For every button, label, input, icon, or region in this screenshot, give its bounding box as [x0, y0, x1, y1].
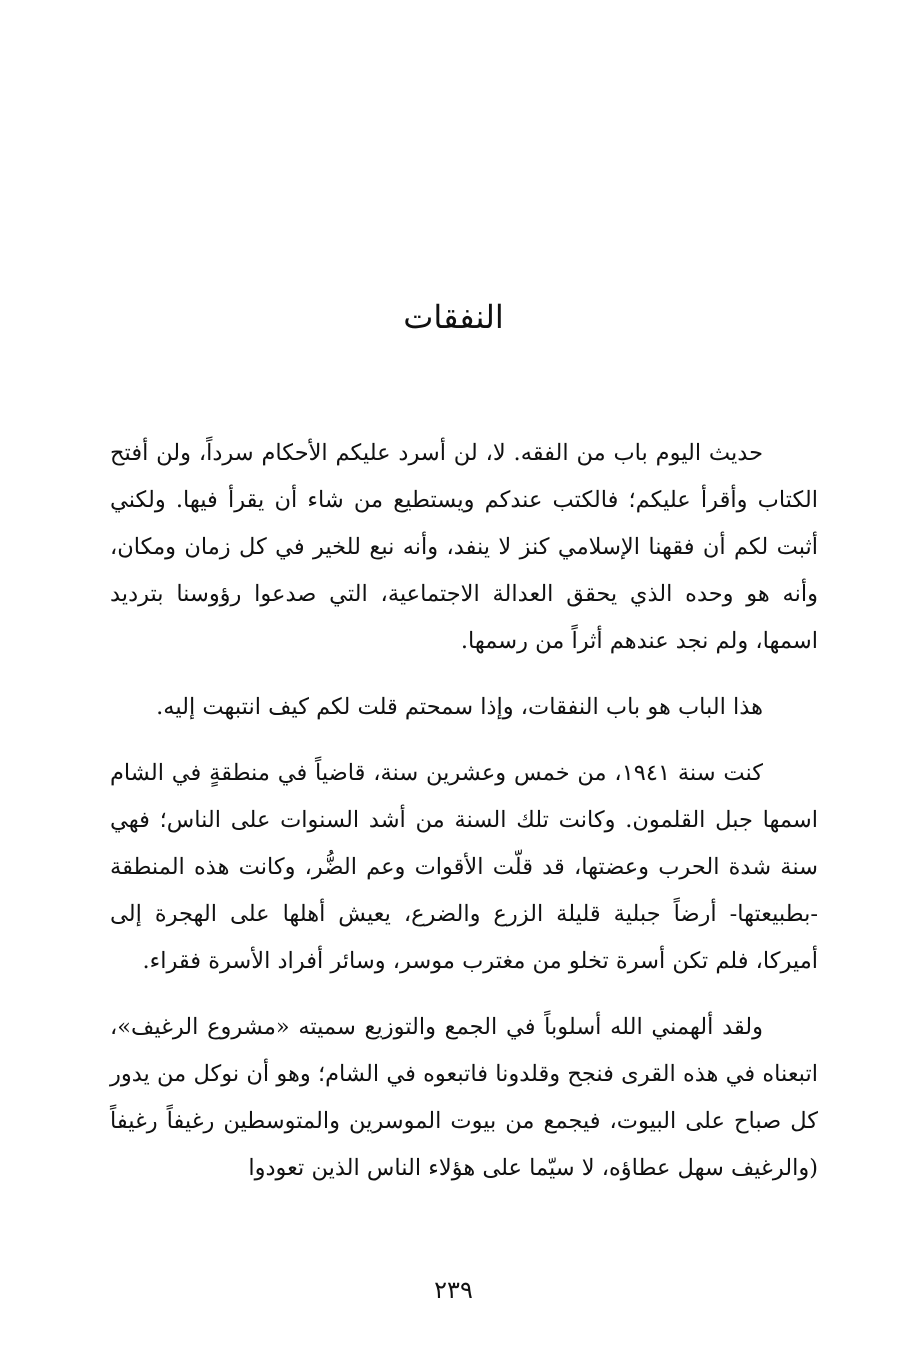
- paragraph-1: حديث اليوم باب من الفقه. لا، لن أسرد عليكم الأحكام سرداً، ولن أفتح الكتاب وأقرأ عليكم؛ فالكتب عندكم ويستطيع من شاء أن يقرأ فيها. ولكني أثبت لكم أن فقهنا الإسلامي كنز لا ينفد، وأنه نبع للخير في كل زمان ومكان، وأنه هو وحده الذي يحقق العدالة الاجتماعية، التي صدعوا رؤوسنا بترديد اسمها، ولم نجد عندهم أثراً من رسمها.: [110, 440, 818, 654]
- chapter-title: النفقات: [403, 298, 504, 336]
- paragraph-4: ولقد ألهمني الله أسلوباً في الجمع والتوزيع سميته «مشروع الرغيف»، اتبعناه في هذه القرى فنجح وقلدونا فاتبعوه في الشام؛ وهو أن نوكل من يدور كل صباح على البيوت، فيجمع من بيوت الموسرين والمتوسطين رغيفاً رغيفاً (والرغيف سهل عطاؤه، لا سيّما على هؤلاء الناس الذين تعودوا: [110, 1014, 818, 1181]
- paragraph-3: كنت سنة ١٩٤١، من خمس وعشرين سنة، قاضياً في منطقةٍ في الشام اسمها جبل القلمون. وكانت تلك السنة من أشد السنوات على الناس؛ فهي سنة شدة الحرب وعضتها، قد قلّت الأقوات وعم الضُّر، وكانت هذه المنطقة -بطبيعتها- أرضاً جبلية قليلة الزرع والضرع، يعيش أهلها على الهجرة إلى أميركا، فلم تكن أسرة تخلو من مغترب موسر، وسائر أفراد الأسرة فقراء.: [110, 760, 818, 974]
- paragraph-2: هذا الباب هو باب النفقات، وإذا سمحتم قلت لكم كيف انتبهت إليه.: [156, 694, 763, 720]
- chapter-body: [110, 430, 818, 1192]
- page-number: ٢٣٩: [434, 1276, 473, 1304]
